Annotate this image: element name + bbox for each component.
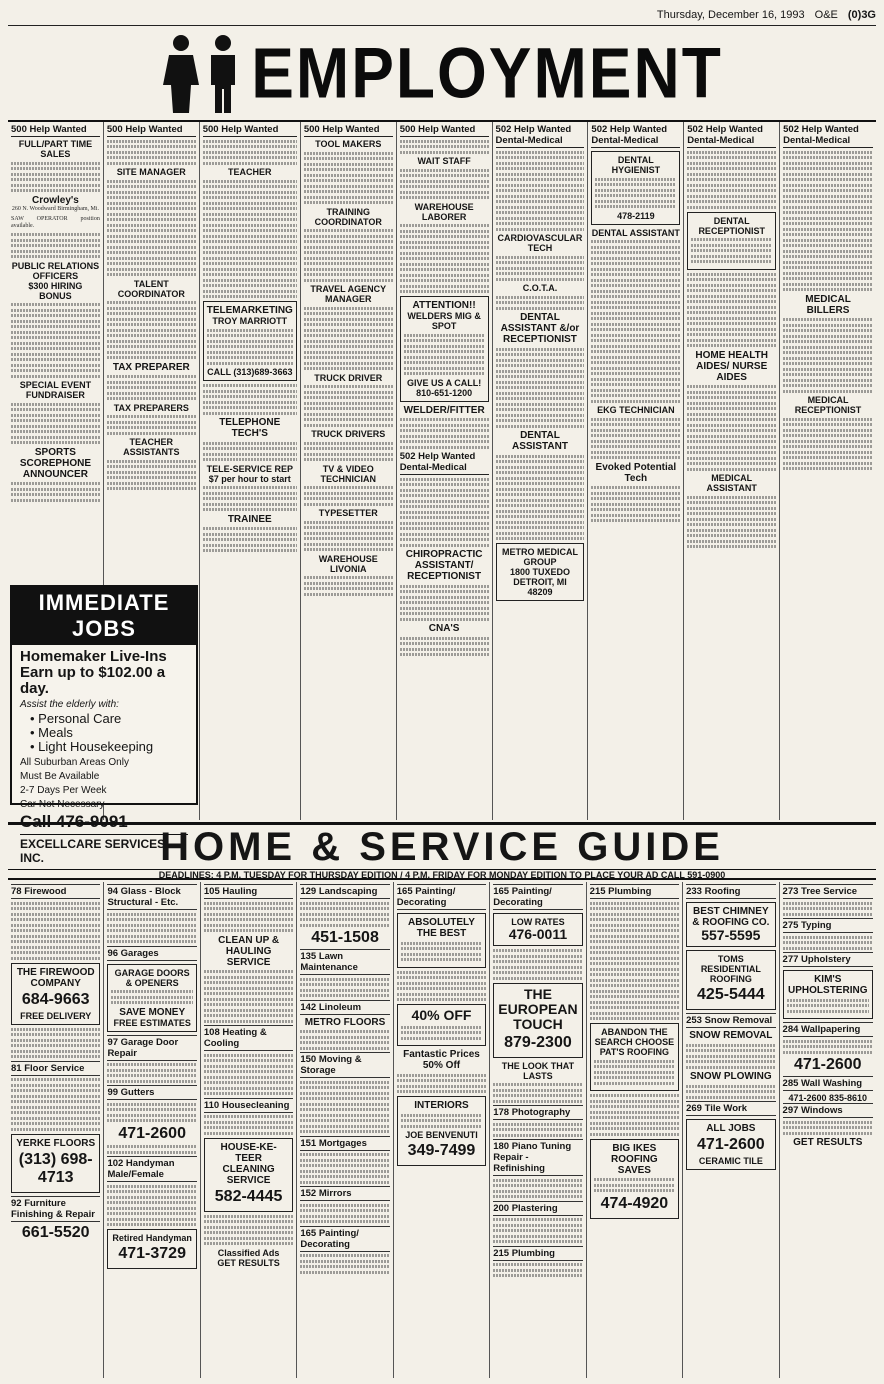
column-heading: 108 Heating & Cooling <box>204 1025 293 1051</box>
column-heading: 135 Lawn Maintenance <box>300 949 389 975</box>
ad-subheading: TROY MARRIOTT <box>212 316 288 326</box>
ad-banner: IMMEDIATE JOBS <box>12 587 196 645</box>
ad-heading: WAREHOUSE LIVONIA <box>318 553 378 574</box>
column-heading: 500 Help Wanted <box>304 124 393 137</box>
ad-heading: GARAGE DOORS & OPENERS <box>114 967 190 988</box>
ad-heading: TELEMARKETING <box>206 305 293 316</box>
column-heading: 102 Handyman Male/Female <box>107 1156 196 1182</box>
column-heading: 269 Tile Work <box>686 1101 775 1116</box>
ad-heading: HOUSE-KE-TEER CLEANING SERVICE <box>220 1141 277 1186</box>
column-heading: 152 Mirrors <box>300 1186 389 1201</box>
ad-phone: 879-2300 <box>504 1033 572 1051</box>
company-name: Crowley's <box>32 194 79 206</box>
ad-heading: Evoked Potential Tech <box>595 461 677 484</box>
display-ad <box>687 212 776 270</box>
display-ad <box>400 296 489 402</box>
paper-name: O&E <box>814 8 838 21</box>
ad-text: SAW OPERATOR position available. <box>11 216 100 229</box>
column-heading: 215 Plumbing <box>493 1246 582 1261</box>
ad-call: GIVE US A CALL! <box>406 377 482 388</box>
ad-heading: TOMS RESIDENTIAL ROOFING <box>700 954 761 984</box>
column-heading: 233 Roofing <box>686 884 775 899</box>
column-9 <box>780 122 876 820</box>
duties-list <box>30 712 188 754</box>
page-number: (0)3G <box>847 8 876 21</box>
ad-phone: 471-2600 <box>697 1136 765 1153</box>
immediate-jobs-ad <box>10 585 198 865</box>
ad-heading: GET RESULTS <box>793 1137 863 1148</box>
ad-phone: 478-2119 <box>617 210 655 221</box>
ad-heading: WELDER/FITTER <box>403 404 485 416</box>
column-heading: 165 Painting/ Decorating <box>397 884 486 910</box>
ad-heading: Classified Ads <box>217 1247 280 1258</box>
ad-phone: 661-5520 <box>21 1223 90 1241</box>
ad-heading: MEDICAL RECEPTIONIST <box>794 395 862 415</box>
column-heading: 165 Painting/ Decorating <box>493 884 582 910</box>
ad-heading: PUBLIC RELATIONS OFFICERS <box>11 260 100 281</box>
ad-heading: SPECIAL EVENT FUNDRAISER <box>19 380 92 400</box>
ad-heading: SNOW REMOVAL <box>689 1030 773 1041</box>
ad-heading: FULL/PART TIME SALES <box>18 139 93 159</box>
ad-heading: CARDIOVASCULAR TECH <box>497 233 583 253</box>
ad-phone: (313) 698-4713 <box>18 1150 93 1186</box>
column-heading: 502 Help Wanted Dental-Medical <box>591 124 680 148</box>
ad-heading: HOME HEALTH AIDES/ NURSE AIDES <box>695 349 768 383</box>
ad-line: JOE BENVENUTI <box>405 1130 478 1140</box>
display-ad <box>11 1134 100 1193</box>
column-heading: 502 Help Wanted Dental-Medical <box>400 451 489 475</box>
column-heading: 129 Landscaping <box>300 884 389 899</box>
list-item: • Personal Care <box>30 712 188 726</box>
ad-phone: 471-2600 <box>793 1056 862 1073</box>
ad-heading: TRAINEE <box>227 513 272 525</box>
ad-heading: DENTAL ASSISTANT <box>512 430 568 452</box>
display-ad <box>107 1229 196 1269</box>
employment-masthead <box>8 28 876 118</box>
ad-phone: 476-0011 <box>508 926 568 942</box>
display-ad <box>590 1023 679 1091</box>
ad-title: Homemaker Live-Ins <box>20 648 167 665</box>
guide-column-6 <box>490 882 586 1378</box>
display-ad <box>493 983 582 1058</box>
ad-heading: TRUCK DRIVERS <box>311 429 386 439</box>
ad-heading: 40% OFF <box>411 1007 472 1023</box>
list-item: • Light Housekeeping <box>30 740 188 754</box>
column-heading: 275 Typing <box>783 918 873 933</box>
ad-heading: KIM'S UPHOLSTERING <box>788 974 868 996</box>
display-ad <box>203 301 297 381</box>
guide-column-8 <box>683 882 779 1378</box>
column-heading: 500 Help Wanted <box>203 124 297 137</box>
column-heading: 200 Plastering <box>493 1201 582 1216</box>
ad-heading: ABSOLUTELY THE BEST <box>408 917 475 939</box>
ad-heading: TRAVEL AGENCY MANAGER <box>310 284 387 304</box>
service-guide-columns <box>8 882 876 1378</box>
ad-days: 2-7 Days Per Week <box>20 785 107 796</box>
column-heading: 96 Garages <box>107 946 196 961</box>
display-ad <box>496 543 585 601</box>
column-heading: 178 Photography <box>493 1105 582 1120</box>
ad-heading: TAX PREPARER <box>112 361 190 373</box>
ad-heading: BEST CHIMNEY & ROOFING CO. <box>692 906 770 928</box>
ad-heading: DENTAL RECEPTIONIST <box>698 215 765 236</box>
column-6 <box>493 122 589 820</box>
ad-heading: TAX PREPARERS <box>113 402 189 413</box>
ad-phone: 471-2600 835-8610 <box>788 1093 868 1103</box>
ad-heading: WAREHOUSE LABORER <box>414 201 474 222</box>
ad-heading: DENTAL ASSISTANT <box>591 227 680 238</box>
ad-city: DETROIT, MI 48209 <box>513 577 567 597</box>
column-heading: 97 Garage Door Repair <box>107 1035 196 1061</box>
display-ad <box>686 902 775 947</box>
ad-heading: TV & VIDEO TECHNICIAN <box>320 463 376 484</box>
ad-heading: Fantastic Prices 50% Off <box>403 1049 480 1071</box>
ad-assist: Assist the elderly with: <box>20 699 119 710</box>
ad-heading: TELEPHONE TECH'S <box>219 417 281 439</box>
list-item: • Meals <box>30 726 188 740</box>
ad-heading: MEDICAL ASSISTANT <box>706 473 757 493</box>
ad-phone: 451-1508 <box>311 929 379 946</box>
section-title: HOME & SERVICE GUIDE <box>160 825 724 869</box>
column-7 <box>588 122 684 820</box>
ad-heading: CNA'S <box>428 623 460 634</box>
ad-phone: 474-4920 <box>600 1194 669 1212</box>
column-4 <box>301 122 397 820</box>
ad-heading: SITE MANAGER <box>116 167 186 177</box>
column-heading: 99 Gutters <box>107 1085 196 1100</box>
ad-heading: MEDICAL BILLERS <box>805 293 851 316</box>
ad-heading: TALENT COORDINATOR <box>117 278 185 299</box>
ad-heading: TOOL MAKERS <box>315 139 382 149</box>
company-address: 260 N. Woodward Birmingham, Mi. <box>11 205 100 212</box>
deadlines-line: DEADLINES: 4 P.M. TUESDAY FOR THURSDAY EDITION / 4 P.M. FRIDAY FOR MONDAY EDITION TO PLACE YOUR AD CALL 591-0900 <box>8 869 876 881</box>
ad-phone: 471-2600 <box>118 1124 186 1142</box>
column-heading: 105 Hauling <box>204 884 293 899</box>
column-heading: 284 Wallpapering <box>783 1022 873 1037</box>
ad-heading: YERKE FLOORS <box>16 1137 96 1149</box>
ad-heading: CLEAN UP & HAULING SERVICE <box>218 934 280 968</box>
ad-heading: DENTAL HYGIENIST <box>611 155 661 175</box>
ad-heading: DENTAL ASSISTANT &/or RECEPTIONIST <box>500 312 580 345</box>
ad-heading: $300 HIRING BONUS <box>28 280 83 301</box>
ad-heading: TELE-SERVICE REP <box>206 463 293 474</box>
guide-column-1 <box>8 882 104 1378</box>
column-heading: 297 Windows <box>783 1103 873 1118</box>
ad-earn: Earn up to $102.00 a day. <box>20 664 166 697</box>
guide-column-3 <box>201 882 297 1378</box>
column-heading: 500 Help Wanted <box>400 124 489 137</box>
guide-column-9 <box>780 882 876 1378</box>
column-heading: 92 Furniture Finishing & Repair <box>11 1196 100 1222</box>
ad-heading: TEACHER ASSISTANTS <box>123 437 180 457</box>
ad-phone: 425-5444 <box>697 986 765 1003</box>
home-service-guide-banner <box>8 822 876 880</box>
ad-heading: METRO MEDICAL GROUP <box>501 547 578 567</box>
column-heading: 277 Upholstery <box>783 952 873 967</box>
ad-rate: $7 per hour to start <box>208 473 291 484</box>
ad-car: Car Not Necessary <box>20 799 105 810</box>
column-5 <box>397 122 493 820</box>
ad-heading: TYPESETTER <box>318 508 378 518</box>
ad-heading: ALL JOBS <box>706 1123 756 1134</box>
ad-heading: ABANDON THE SEARCH CHOOSE PAT'S ROOFING <box>594 1027 675 1057</box>
column-heading: 78 Firewood <box>11 884 100 899</box>
ad-line: FREE ESTIMATES <box>113 1017 191 1028</box>
column-heading: 151 Mortgages <box>300 1136 389 1151</box>
column-8 <box>684 122 780 820</box>
ad-phone: CALL (313)689-3663 <box>207 367 293 377</box>
column-heading: 180 Piano Tuning Repair - Refinishing <box>493 1139 582 1176</box>
ad-heading: Retired Handyman <box>112 1233 192 1243</box>
company-logo: EXCELLCARE SERVICES, INC. <box>20 834 188 865</box>
display-ad <box>11 963 100 1025</box>
ad-heading: TRAINING COORDINATOR <box>314 206 382 227</box>
display-ad <box>686 1119 775 1170</box>
ad-phone: 471-3729 <box>118 1245 186 1262</box>
ad-phone: 810-651-1200 <box>416 387 473 398</box>
column-heading: 253 Snow Removal <box>686 1013 775 1028</box>
ad-heading: THE EUROPEAN TOUCH <box>498 985 578 1032</box>
ad-phone: 684-9663 <box>21 990 90 1008</box>
column-heading: 94 Glass - Block Structural - Etc. <box>107 884 196 910</box>
column-heading: 500 Help Wanted <box>107 124 196 137</box>
ad-line: FREE DELIVERY <box>20 1010 92 1021</box>
display-ad <box>686 950 775 1010</box>
column-heading: 110 Housecleaning <box>204 1098 293 1113</box>
display-ad <box>204 1138 293 1212</box>
ad-heading: THE FIREWOOD COMPANY <box>16 966 95 989</box>
guide-column-2 <box>104 882 200 1378</box>
people-figures-icon <box>161 33 241 113</box>
ad-heading: EKG TECHNICIAN <box>597 405 675 415</box>
ad-heading: SPORTS SCOREPHONE ANNOUNCER <box>19 446 91 480</box>
ad-phone: 349-7499 <box>407 1142 476 1159</box>
ad-heading: METRO FLOORS <box>304 1016 386 1028</box>
display-ad <box>397 1096 486 1166</box>
ad-heading: SNOW PLOWING <box>689 1071 772 1082</box>
ad-heading: LOW RATES <box>511 917 565 927</box>
column-heading: 502 Help Wanted Dental-Medical <box>687 124 776 148</box>
section-title: EMPLOYMENT <box>251 32 723 114</box>
ad-phone: 582-4445 <box>214 1187 283 1205</box>
display-ad <box>397 1004 486 1046</box>
guide-column-4 <box>297 882 393 1378</box>
ad-heading: BIG IKES ROOFING SAVES <box>611 1142 658 1176</box>
column-heading: 273 Tree Service <box>783 884 873 899</box>
column-heading: 165 Painting/ Decorating <box>300 1226 389 1252</box>
ad-heading: INTERIORS <box>414 1100 469 1111</box>
ad-areas: All Suburban Areas Only <box>20 757 129 768</box>
ad-heading: CHIROPRACTIC ASSISTANT/ RECEPTIONIST <box>405 549 483 582</box>
issue-date: Thursday, December 16, 1993 <box>656 8 805 21</box>
display-ad <box>493 913 582 946</box>
column-heading: 285 Wall Washing <box>783 1076 873 1091</box>
column-heading: 215 Plumbing <box>590 884 679 899</box>
display-ad <box>783 970 873 1019</box>
ad-subheading: WELDERS MIG & SPOT <box>407 311 481 331</box>
ad-heading: WAIT STAFF <box>417 156 471 166</box>
column-heading: 502 Help Wanted Dental-Medical <box>783 124 873 148</box>
ad-address: 1800 TUXEDO <box>509 567 570 577</box>
guide-column-7 <box>587 882 683 1378</box>
display-ad <box>590 1139 679 1219</box>
ad-line: SAVE MONEY <box>119 1006 186 1018</box>
ad-heading: C.O.T.A. <box>522 283 558 293</box>
ad-heading: TEACHER <box>228 167 272 177</box>
column-3 <box>200 122 301 820</box>
guide-column-5 <box>394 882 490 1378</box>
ad-must: Must Be Available <box>20 771 100 782</box>
ad-heading: ATTENTION!! <box>412 300 476 311</box>
display-ad <box>591 151 680 225</box>
column-heading: 150 Moving & Storage <box>300 1052 389 1078</box>
column-heading: 500 Help Wanted <box>11 124 100 137</box>
ad-phone: 557-5595 <box>701 927 761 943</box>
ad-phone: Call 476-9091 <box>20 812 128 831</box>
column-heading: 81 Floor Service <box>11 1061 100 1076</box>
column-heading: 502 Help Wanted Dental-Medical <box>496 124 585 148</box>
ad-heading: THE LOOK THAT LASTS <box>501 1060 575 1081</box>
column-heading: 142 Linoleum <box>300 1000 389 1015</box>
page-header <box>8 4 876 26</box>
ad-heading: GET RESULTS <box>217 1257 280 1268</box>
display-ad <box>107 964 196 1032</box>
ad-heading: TRUCK DRIVER <box>314 372 383 383</box>
display-ad <box>397 913 486 968</box>
ad-line: CERAMIC TILE <box>698 1156 763 1166</box>
